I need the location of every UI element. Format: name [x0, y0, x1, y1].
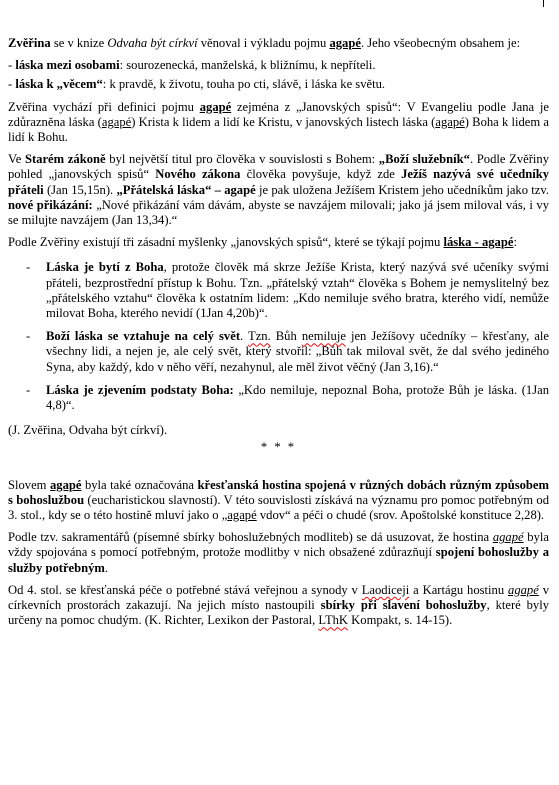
list-item: - Láska je zjevením podstaty Boha: „Kdo nemiluje, nepoznal Boha, protože Bůh je láska. (1Jan 4,8)“. — [26, 382, 549, 413]
document-body — [8, 36, 549, 636]
list-item: - Boží láska se vztahuje na celý svět. Tzn. Bůh nemiluje jen Ježíšovy učedníky – křesťany, ale všechny lidi, a nejen je, ale celý svět, který stvořil: „Bůh tak miloval svět, že dal svého jediného Syna, aby každý, kdo v něho věří, nezahynul, ale měl život věčný (Jan 3,16).“ — [26, 329, 550, 374]
definition-2: - láska k „věcem“: k pravdě, k životu, touha po cti, slávě, i láska ke světu. — [8, 77, 386, 92]
paragraph-three-thoughts: Podle Zvěřiny existují tři zásadní myšlenky „janovských spisů“, které se týkají pojmu láska - agapé: — [8, 235, 517, 250]
paragraph-hostina: Slovem agapé byla také označována křesťanská hostina spojená v různých dobách různým způsobem s bohoslužbou (eucharistickou slavností). V této souvislosti získává na významu pro pomoc potřebným od 3. stol., kdy se o této hostině mluví jako o „agapé vdov“ a péči o chudé (srov. Apoštolské konstituce 2,28). — [8, 477, 549, 523]
paragraph-janovske-spisy: Zvěřina vychází při definici pojmu agapé zejména z „Janovských spisů“: V Evangeliu podle Jana je zdůrazněna láska (agapé) Krista k lidem a lidí ke Kristu, v janovských listech láska (agapé) Boha k lidem a lidí k Bohu. — [8, 99, 549, 145]
term-agape: agapé — [329, 36, 361, 50]
list-item: - Láska je bytí z Boha, protože člověk má skrze Ježíše Krista, který nazývá své učeníky svými přáteli, bezprostřední přístup k Bohu. Tzn. „přátelský vztah“ člověka s Bohem je nemyslitelný bez „přátelského vztahu“ člověka k ostatním lidem: „Kdo nemiluje svého bratra, kterého vidí, nemůže milovat Boha, kterého nevidí (1Jan 4,20b)“. — [26, 260, 550, 321]
paragraph-synody: Od 4. stol. se křesťanská péče o potřebné stává veřejnou a synody v Laodiceji a Kartágu hostinu agapé v církevních prostorách zakazují. Na jejich místo nastoupili sbírky při slavení bohoslužby, které byly určeny na pomoc chudým. (K. Richter, Lexikon der Pastoral, LThK Kompakt, s. 14-15). — [8, 582, 549, 628]
paragraph-sakramentare: Podle tzv. sakramentářů (písemné sbírky bohoslužebných modliteb) se dá usuzovat, že hostina agapé byla vždy spojována s pomocí potřebným, protože modlitby v nich obsažené zdůrazňují spojení bohoslužby a služby potřebným. — [8, 530, 549, 575]
source-citation: (J. Zvěřina, Odvaha být církví). — [8, 423, 168, 438]
thoughts-list — [8, 260, 549, 413]
author-name: Zvěřina — [8, 36, 51, 50]
book-title: Odvaha být církví — [107, 36, 198, 50]
paragraph-stary-zakon: Ve Starém zákoně byl největší titul pro člověka v souvislosti s Bohem: „Boží služebník“. Podle Zvěřiny pohled „janovských spisů“ Nového zákona člověka povyšuje, když zde Ježíš nazývá své učedníky přáteli (Jan 15,15n). „Přátelská láska“ – agapé je pak uložena Ježíšem Kristem jeho učedníkům jako tzv. nové přikázání: „Nové přikázání vám dávám, abyste se navzájem milovali; jako já jsem miloval vás, i vy se milujte navzájem (Jan 13,34).“ — [8, 152, 550, 228]
page-corner-mark — [543, 0, 544, 7]
definition-1: - láska mezi osobami: sourozenecká, manželská, k bližnímu, k nepříteli. — [8, 58, 376, 73]
intro-paragraph: Zvěřina se v knize Odvaha být církví věnoval i výkladu pojmu agapé. Jeho všeobecným obsahem je: — [8, 36, 521, 50]
section-separator: * * * — [260, 440, 297, 455]
